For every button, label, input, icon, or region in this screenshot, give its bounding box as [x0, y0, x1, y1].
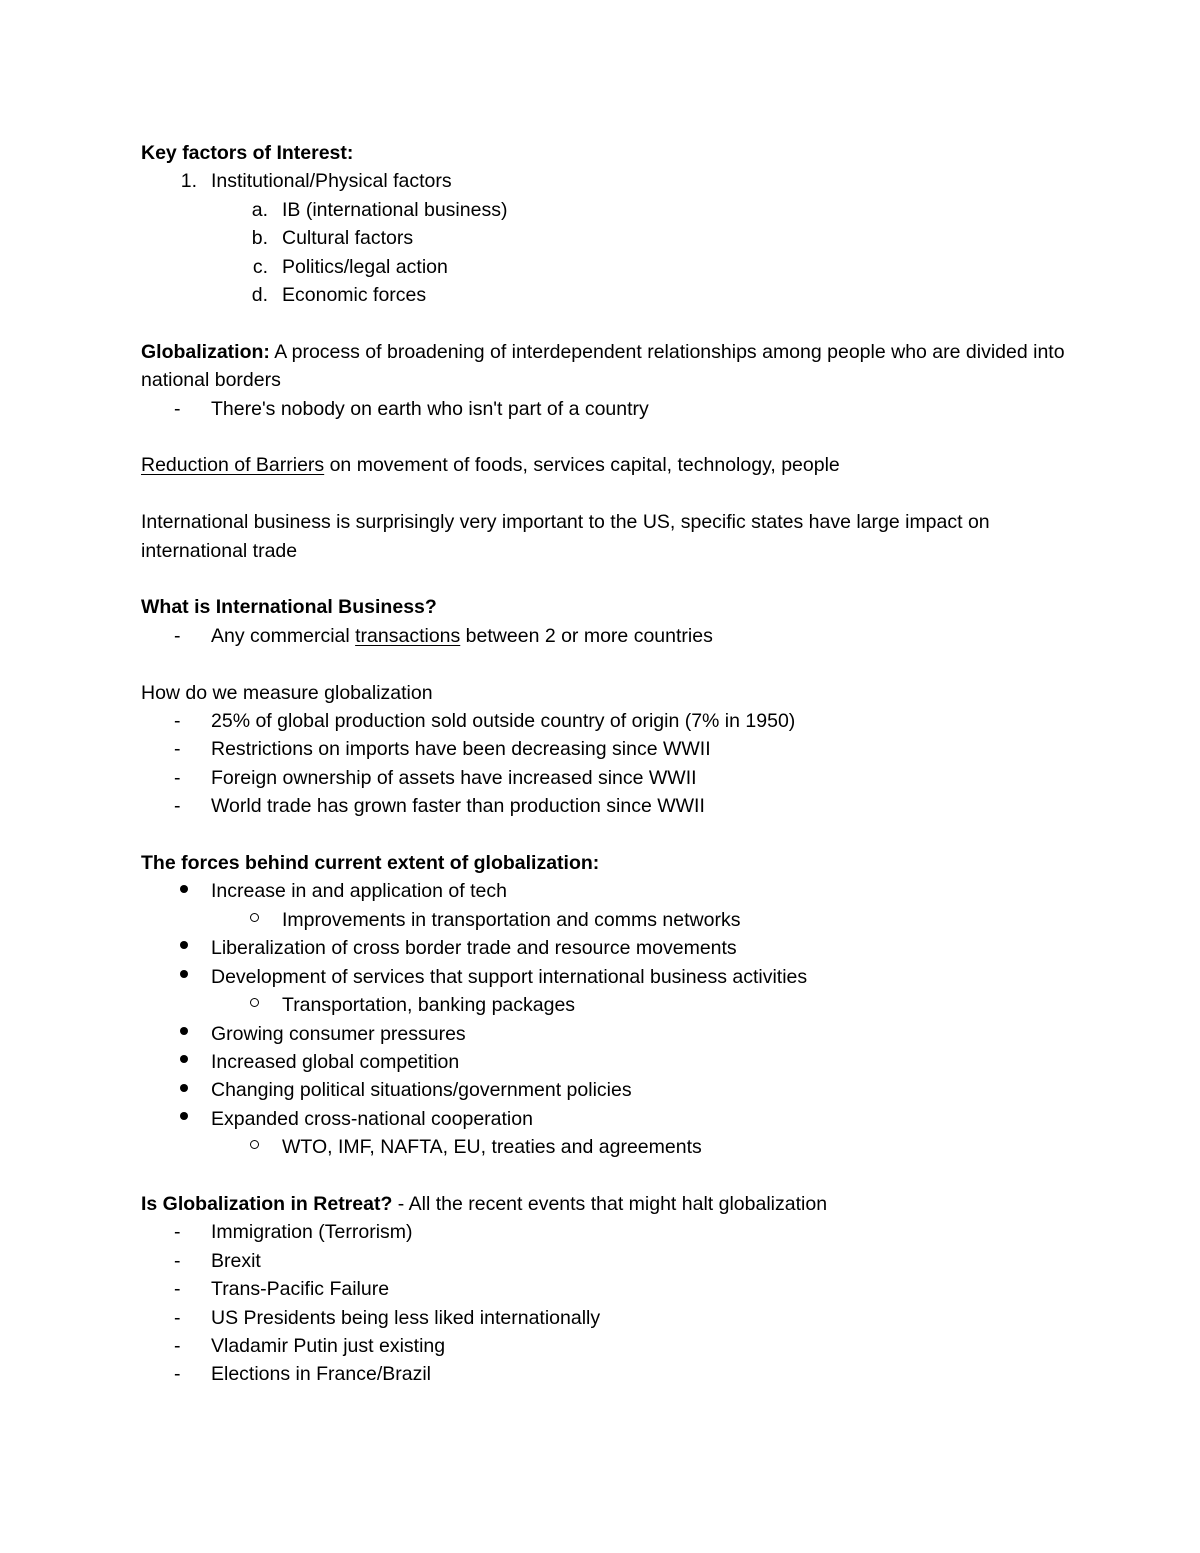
forces-heading: The forces behind current extent of globalization: [141, 852, 600, 875]
bullet-dot-icon [180, 1027, 188, 1035]
sub-bullet-item [141, 991, 1080, 1019]
globalization-term: Globalization: [141, 340, 270, 363]
list-item-text: Institutional/Physical factors [211, 170, 452, 193]
list-item-text [211, 622, 713, 650]
dash-item [141, 792, 1080, 820]
dash-item [141, 707, 1080, 735]
dash-marker: - [174, 795, 181, 818]
list-item-text: Elections in France/Brazil [211, 1363, 432, 1386]
list-letter: c. [252, 255, 268, 278]
list-item-text: Increased global competition [211, 1050, 460, 1073]
list-item-text: Economic forces [282, 284, 427, 307]
list-item-text: IB (international business) [282, 198, 508, 221]
ib-bullet-post: between 2 or more countries [460, 624, 713, 647]
dash-item [141, 395, 1080, 423]
list-item-text: Growing consumer pressures [211, 1022, 466, 1045]
list-item-text: Trans-Pacific Failure [211, 1278, 390, 1301]
lettered-item [141, 253, 1080, 281]
bullet-circle-icon [250, 1140, 259, 1149]
dash-marker: - [174, 397, 181, 420]
bullet-circle-icon [250, 998, 259, 1007]
sub-bullet-item [141, 906, 1080, 934]
dash-marker: - [174, 738, 181, 761]
globalization-paragraph [141, 338, 1071, 395]
what-is-ib-heading: What is International Business? [141, 596, 437, 619]
list-item-text: WTO, IMF, NAFTA, EU, treaties and agreements [282, 1136, 702, 1159]
dash-marker: - [174, 1249, 181, 1272]
list-item-text: Restrictions on imports have been decreasing since WWII [211, 738, 711, 761]
globalization-definition: A process of broadening of interdependent relationships among people who are divided into national borders [141, 340, 1065, 392]
dash-marker: - [174, 710, 181, 733]
list-letter: d. [251, 284, 268, 307]
sub-bullet-item [141, 1133, 1080, 1161]
list-number: 1. [180, 170, 197, 193]
list-item-text: US Presidents being less liked internationally [211, 1306, 601, 1329]
dash-item [141, 622, 1080, 650]
dash-item [141, 1304, 1080, 1332]
lettered-item [141, 196, 1080, 224]
dash-item [141, 735, 1080, 763]
dash-marker: - [174, 766, 181, 789]
ib-bullet-pre: Any commercial [211, 624, 356, 647]
barriers-rest: on movement of foods, services capital, technology, people [324, 454, 840, 477]
key-factors-heading: Key factors of Interest: [141, 142, 354, 164]
list-item-text: Changing political situations/government policies [211, 1079, 632, 1102]
bullet-item [141, 1020, 1080, 1048]
list-item-text: Expanded cross-national cooperation [211, 1107, 533, 1130]
list-item-text: Cultural factors [282, 227, 414, 250]
list-item-text: Brexit [211, 1249, 261, 1272]
bullet-dot-icon [180, 970, 188, 978]
bullet-item [141, 1048, 1080, 1076]
barriers-paragraph [141, 451, 1080, 479]
dash-item [141, 1275, 1080, 1303]
dash-item [141, 1360, 1080, 1388]
bullet-dot-icon [180, 1112, 188, 1120]
list-item-text: Development of services that support international business activities [211, 965, 808, 988]
dash-marker: - [174, 1221, 181, 1244]
bullet-dot-icon [180, 941, 188, 949]
list-letter: b. [251, 227, 268, 250]
ib-bullet-underlined: transactions [355, 624, 461, 647]
lettered-item [141, 281, 1080, 309]
bullet-item [141, 934, 1080, 962]
dash-item [141, 764, 1080, 792]
dash-item [141, 1247, 1080, 1275]
list-item-text: Politics/legal action [282, 255, 448, 278]
list-item-text: World trade has grown faster than production since WWII [211, 795, 705, 818]
bullet-item [141, 1076, 1080, 1104]
numbered-item [141, 167, 1080, 195]
list-item-text: Vladamir Putin just existing [211, 1334, 446, 1357]
lettered-item [141, 224, 1080, 252]
ib-importance-paragraph: International business is surprisingly very important to the US, specific states have large impact on international trade [141, 511, 990, 562]
bullet-circle-icon [250, 913, 259, 922]
bullet-dot-icon [180, 885, 188, 893]
list-item-text: 25% of global production sold outside country of origin (7% in 1950) [211, 710, 796, 733]
list-item-text: Transportation, banking packages [282, 994, 576, 1017]
dash-marker: - [174, 1306, 181, 1329]
bullet-item [141, 1105, 1080, 1133]
dash-marker: - [174, 1278, 181, 1301]
measure-heading: How do we measure globalization [141, 681, 433, 704]
list-item-text: Immigration (Terrorism) [211, 1221, 413, 1244]
list-item-text: Foreign ownership of assets have increased since WWII [211, 766, 697, 789]
list-item-text: There's nobody on earth who isn't part of a country [211, 397, 649, 420]
dash-item [141, 1218, 1080, 1246]
list-item-text: Liberalization of cross border trade and resource movements [211, 937, 737, 960]
retreat-heading-rest: - All the recent events that might halt globalization [392, 1192, 828, 1215]
dash-item [141, 1332, 1080, 1360]
bullet-item [141, 963, 1080, 991]
barriers-underlined: Reduction of Barriers [141, 454, 325, 477]
retreat-heading: Is Globalization in Retreat? [141, 1192, 393, 1215]
bullet-dot-icon [180, 1055, 188, 1063]
list-item-text: Increase in and application of tech [211, 880, 507, 903]
dash-marker: - [174, 624, 181, 647]
dash-marker: - [174, 1363, 181, 1386]
dash-marker: - [174, 1334, 181, 1357]
list-item-text: Improvements in transportation and comms networks [282, 908, 741, 931]
retreat-heading-line [141, 1190, 1080, 1218]
bullet-dot-icon [180, 1084, 188, 1092]
list-letter: a. [251, 198, 268, 221]
bullet-item [141, 877, 1080, 905]
